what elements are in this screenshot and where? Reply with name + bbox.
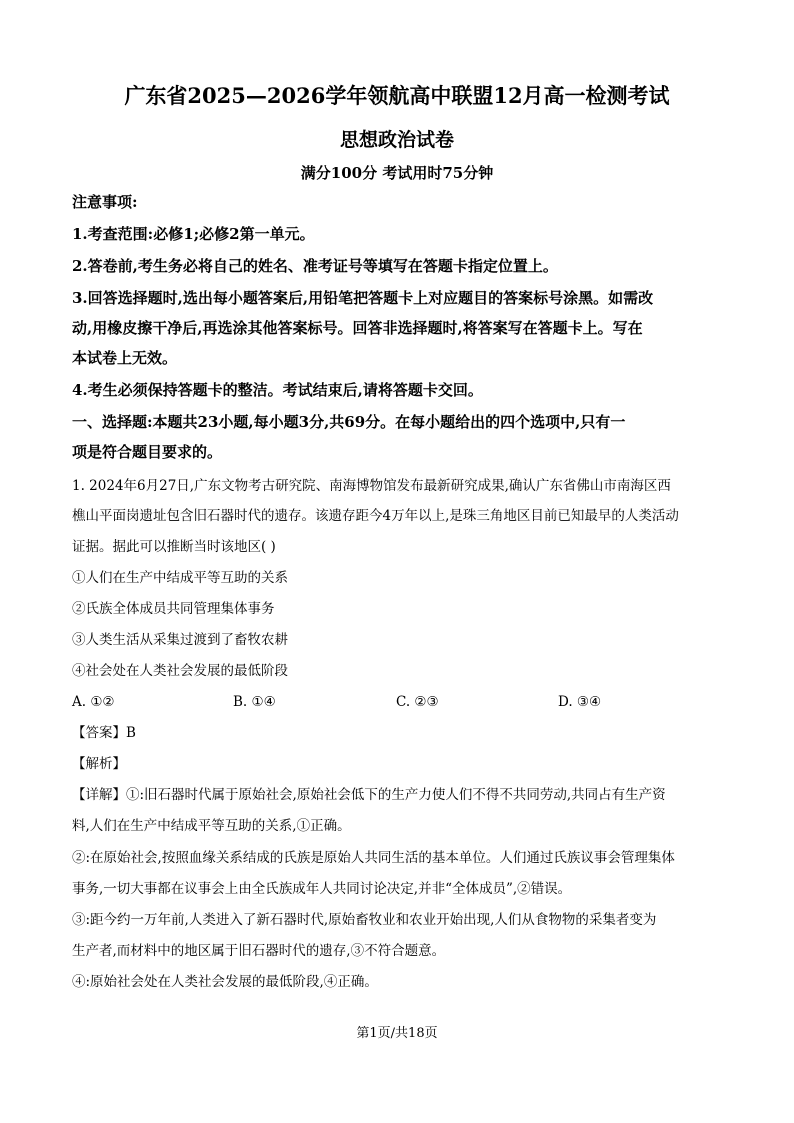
statement-4: ④社会处在人类社会发展的最低阶段 bbox=[72, 663, 288, 679]
page-number: 第1页/共18页 bbox=[356, 1026, 438, 1041]
section-heading: 项是符合题目要求的。 bbox=[72, 443, 223, 461]
detail-line: 料,人们在生产中结成平等互助的关系,①正确。 bbox=[72, 818, 351, 834]
statement-1: ①人们在生产中结成平等互助的关系 bbox=[72, 570, 288, 586]
answer-label: 【答案】B bbox=[72, 725, 136, 741]
question-stem: 1. 2024年6月27日,广东文物考古研究院、南海博物馆发布最新研究成果,确认广东省佛山市南海区西 bbox=[72, 478, 671, 494]
detail-line: ③:距今约一万年前,人类进入了新石器时代,原始畜牧业和农业开始出现,人们从食物物的采集者变为 bbox=[72, 912, 657, 928]
analysis-label: 【解析】 bbox=[72, 756, 126, 772]
notice-item: 2.答卷前,考生务必将自己的姓名、准考证号等填写在答题卡指定位置上。 bbox=[72, 257, 558, 275]
option-c: C. ②③ bbox=[396, 694, 439, 710]
notice-item: 本试卷上无效。 bbox=[72, 349, 178, 367]
statement-2: ②氏族全体成员共同管理集体事务 bbox=[72, 601, 275, 617]
detail-line: 生产者,而材料中的地区属于旧石器时代的遗存,③不符合题意。 bbox=[72, 943, 446, 959]
section-heading: 一、选择题:本题共23小题,每小题3分,共69分。在每小题给出的四个选项中,只有一 bbox=[72, 413, 626, 431]
detail-line: 【详解】①:旧石器时代属于原始社会,原始社会低下的生产力使人们不得不共同劳动,共同占有生产资 bbox=[72, 787, 666, 803]
subject-title: 思想政治试卷 bbox=[339, 129, 454, 151]
exam-meta: 满分100分 考试用时75分钟 bbox=[300, 164, 494, 182]
detail-line: ④:原始社会处在人类社会发展的最低阶段,④正确。 bbox=[72, 974, 378, 990]
notice-item: 4.考生必须保持答题卡的整洁。考试结束后,请将答题卡交回。 bbox=[72, 381, 483, 399]
detail-line: ②:在原始社会,按照血缘关系结成的氏族是原始人共同生活的基本单位。人们通过氏族议事会管理集体 bbox=[72, 850, 675, 866]
notice-heading: 注意事项: bbox=[72, 193, 138, 211]
question-stem: 证据。据此可以推断当时该地区( ) bbox=[72, 539, 276, 555]
option-a: A. ①② bbox=[72, 694, 115, 710]
statement-3: ③人类生活从采集过渡到了畜牧农耕 bbox=[72, 632, 288, 648]
notice-item: 动,用橡皮擦干净后,再选涂其他答案标号。回答非选择题时,将答案写在答题卡上。写在 bbox=[72, 319, 643, 337]
option-b: B. ①④ bbox=[233, 694, 276, 710]
question-stem: 樵山平面岗遗址包含旧石器时代的遗存。该遗存距今4万年以上,是珠三角地区目前已知最早的人类活动 bbox=[72, 508, 679, 524]
notice-item: 1.考查范围:必修1;必修2第一单元。 bbox=[72, 225, 315, 243]
notice-item: 3.回答选择题时,选出每小题答案后,用铅笔把答题卡上对应题目的答案标号涂黑。如需改 bbox=[72, 289, 654, 307]
option-d: D. ③④ bbox=[558, 694, 602, 710]
exam-title: 广东省2025—2026学年领航高中联盟12月高一检测考试 bbox=[124, 83, 670, 108]
detail-line: 事务,一切大事都在议事会上由全氏族成年人共同讨论决定,并非“全体成员”,②错误。 bbox=[72, 881, 572, 897]
